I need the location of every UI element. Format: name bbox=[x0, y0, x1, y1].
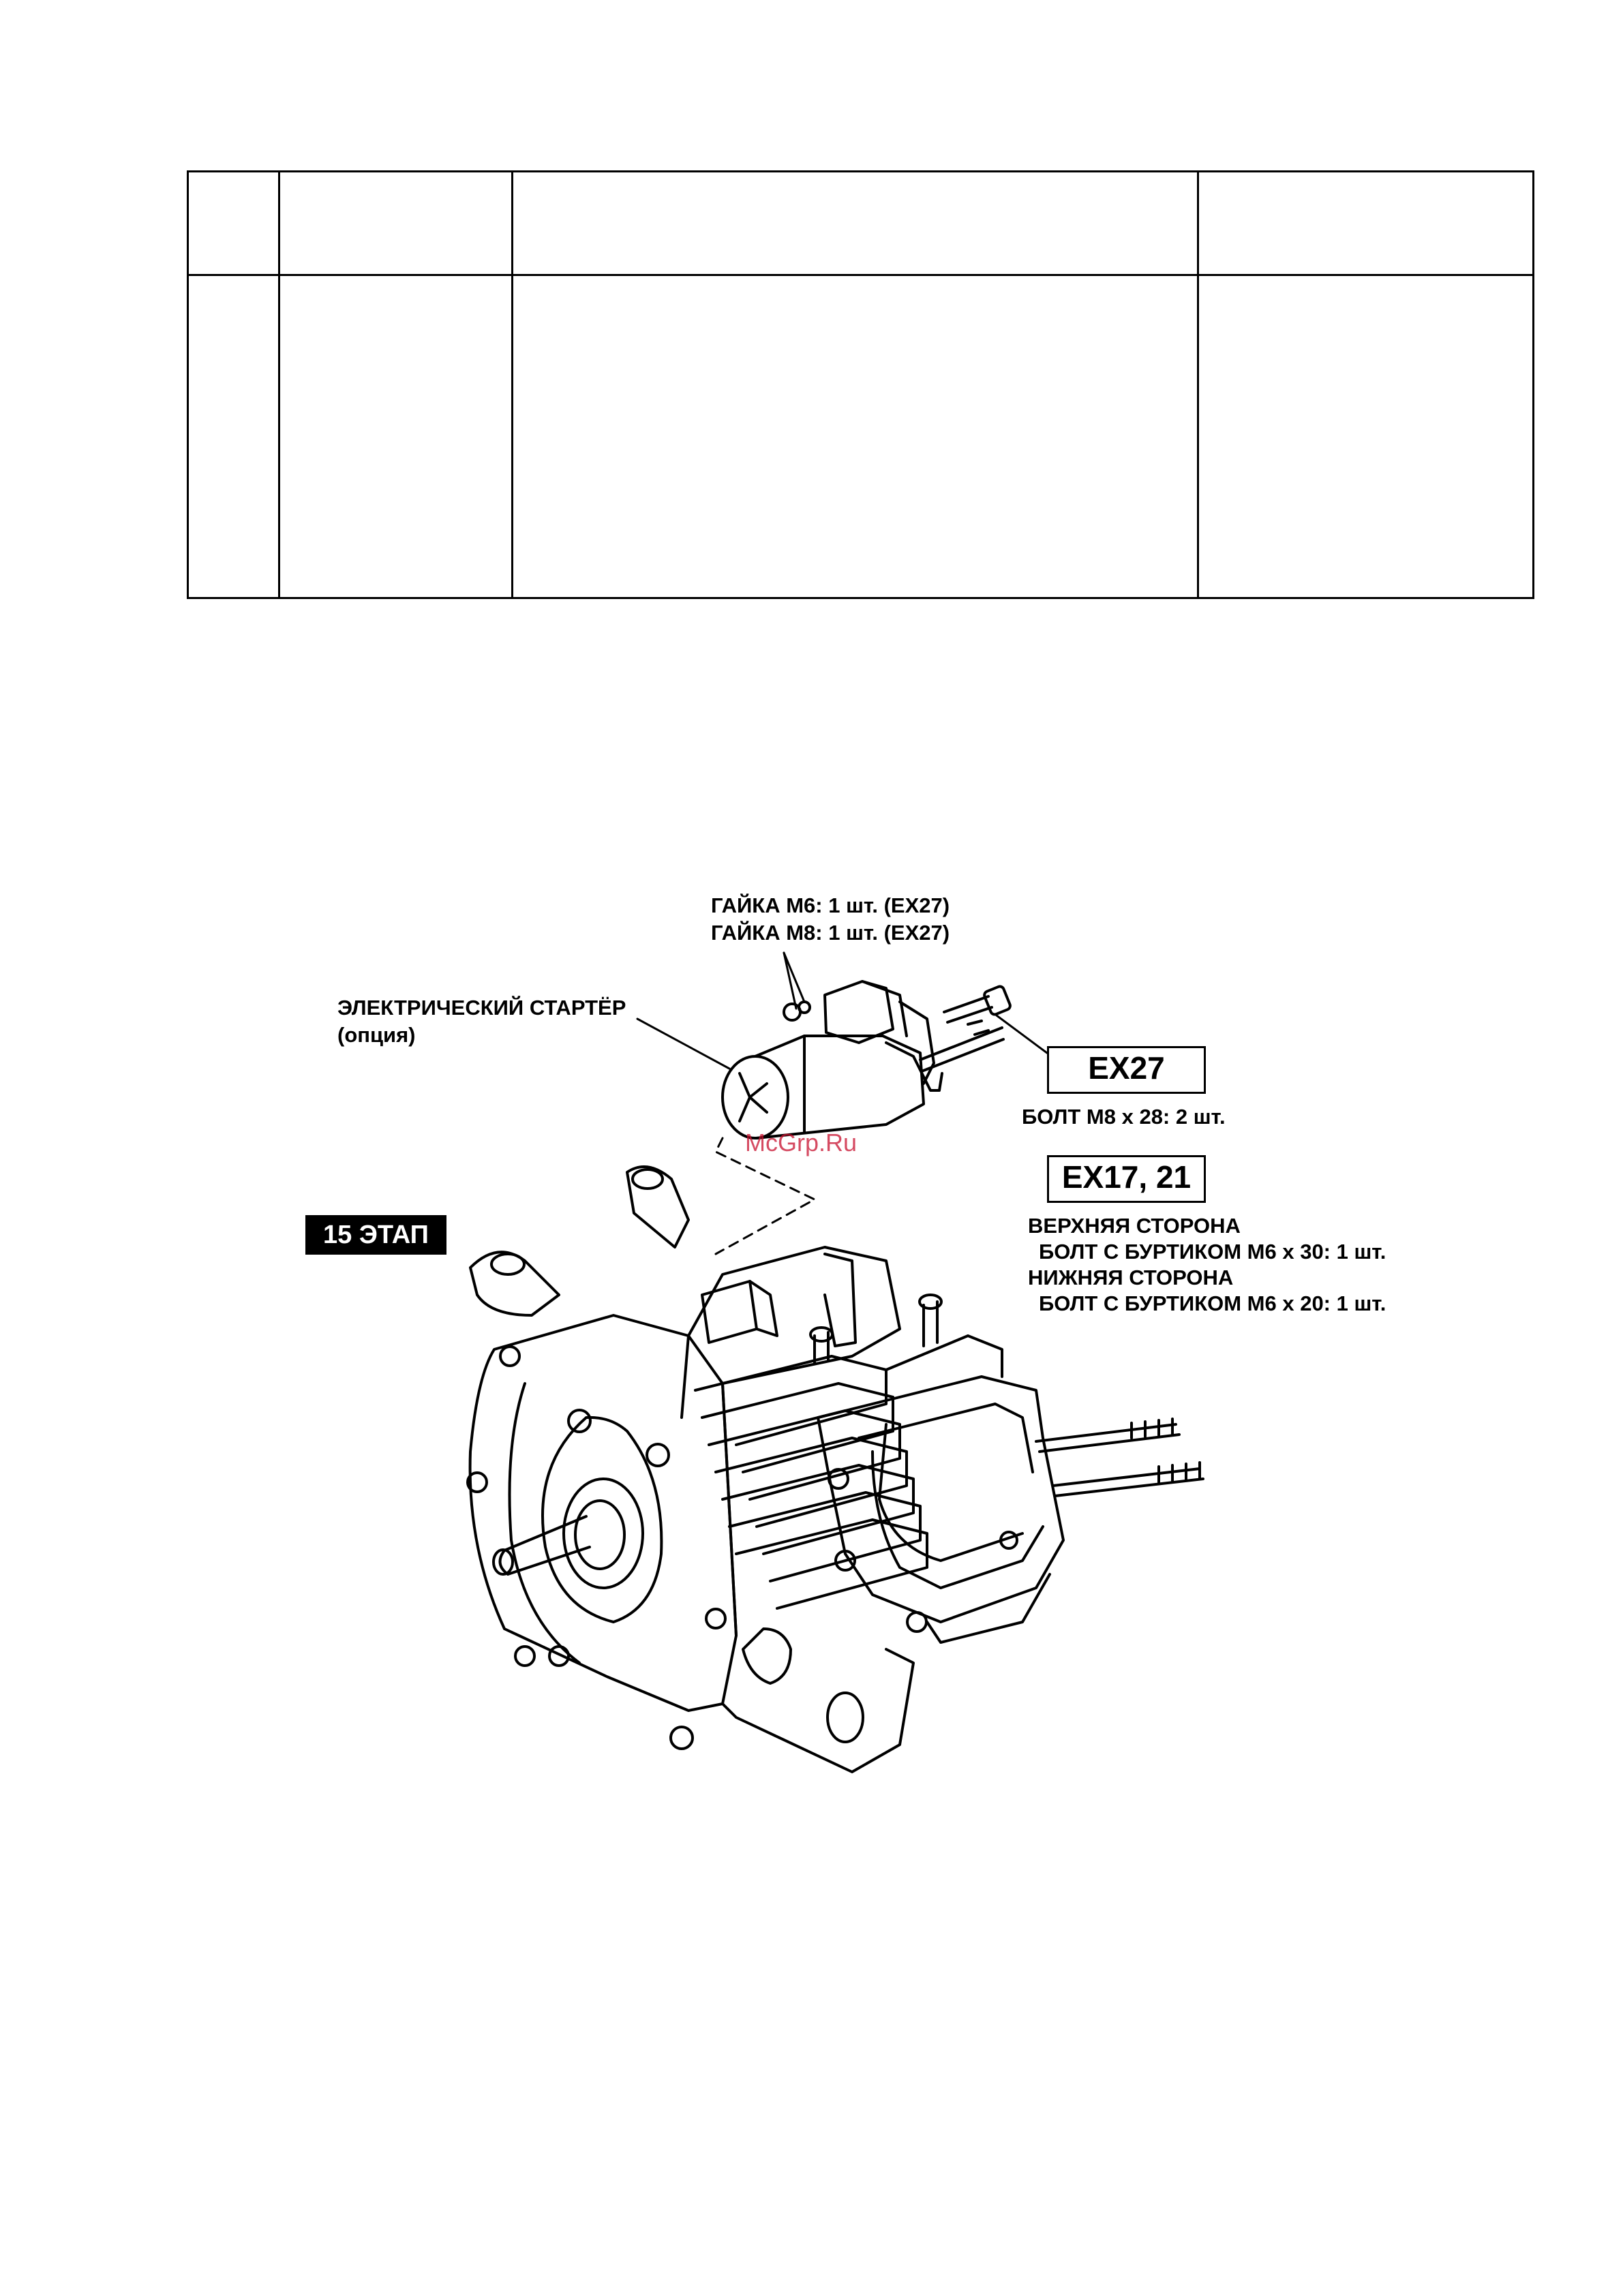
upper-bolt-callout: БОЛТ С БУРТИКОМ М6 х 30: 1 шт. bbox=[1039, 1240, 1386, 1264]
code-ex27-box: EX27 bbox=[1047, 1046, 1206, 1094]
code-ex17-21-box: EX17, 21 bbox=[1047, 1155, 1206, 1203]
lower-bolt-callout: БОЛТ С БУРТИКОМ М6 х 20: 1 шт. bbox=[1039, 1291, 1386, 1315]
nut-m6-callout: ГАЙКА М6: 1 шт. (EX27) bbox=[711, 893, 950, 917]
electric-starter-label: ЭЛЕКТРИЧЕСКИЙ СТАРТЁР bbox=[337, 996, 626, 1020]
lower-side-heading: НИЖНЯЯ СТОРОНА bbox=[1028, 1266, 1234, 1289]
bolt-m8-callout: БОЛТ М8 х 28: 2 шт. bbox=[1022, 1105, 1226, 1129]
watermark: McGrp.Ru bbox=[745, 1129, 858, 1157]
stage-badge: 15 ЭТАП bbox=[305, 1215, 446, 1255]
electric-starter-drawing bbox=[723, 981, 1012, 1138]
electric-starter-option-label: (опция) bbox=[337, 1023, 416, 1047]
nut-m8-callout: ГАЙКА М8: 1 шт. (EX27) bbox=[711, 921, 950, 945]
upper-side-heading: ВЕРХНЯЯ СТОРОНА bbox=[1028, 1214, 1241, 1238]
